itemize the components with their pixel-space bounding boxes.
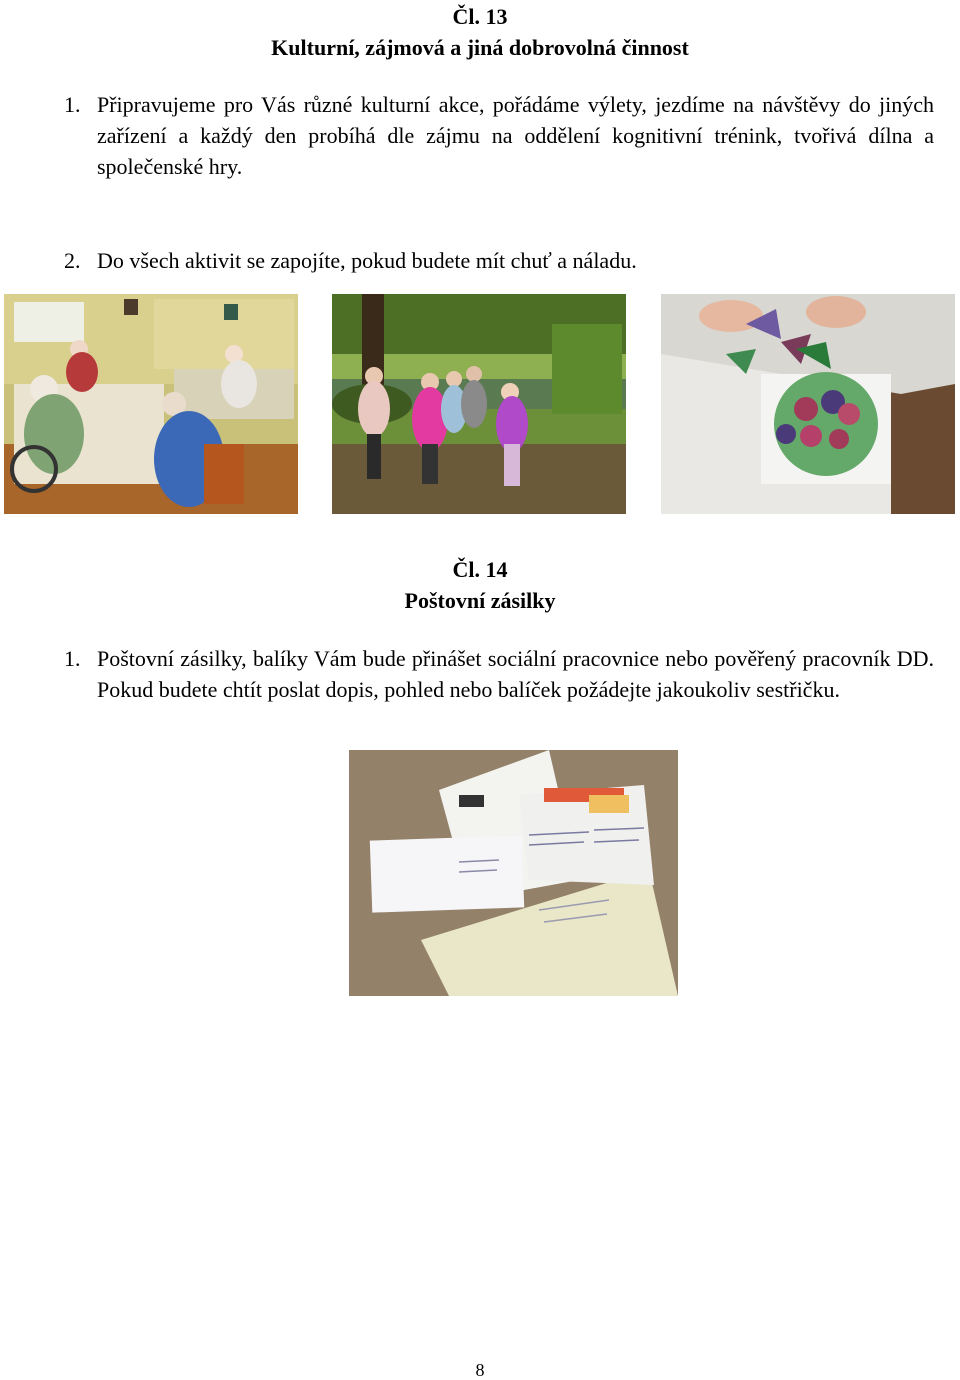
item-number: 1. [64,92,81,117]
photo-outing-pond [332,294,626,514]
section-13-title: Kulturní, zájmová a jiná dobrovolná činnost [271,35,689,60]
section-13-item-1 [64,89,934,182]
section-14-number: Čl. 14 [452,557,508,582]
section-13-number: Čl. 13 [452,4,508,29]
item-number: 2. [64,248,81,273]
section-14-item-1 [64,643,934,705]
photo-envelopes [349,750,678,996]
item-text: Připravujeme pro Vás různé kulturní akce, pořádáme výlety, jezdíme na návštěvy do jiných zařízení a každý den probíhá dle zájmu na oddělení kognitivní trénink, tvořivá dílna a společenské hry. [97,92,934,179]
photo-activity-room [4,294,298,514]
page-number: 8 [475,1360,485,1380]
section-13-item-2 [64,245,934,276]
section-14-title: Poštovní zásilky [404,588,556,613]
item-text: Do všech aktivit se zapojíte, pokud budete mít chuť a náladu. [97,248,637,273]
photo-craft-workshop [661,294,955,514]
item-number: 1. [64,646,81,671]
item-text: Poštovní zásilky, balíky Vám bude přinášet sociální pracovnice nebo pověřený pracovník DD. Pokud budete chtít poslat dopis, pohled nebo balíček požádejte jakoukoliv sestřičku. [97,646,934,702]
